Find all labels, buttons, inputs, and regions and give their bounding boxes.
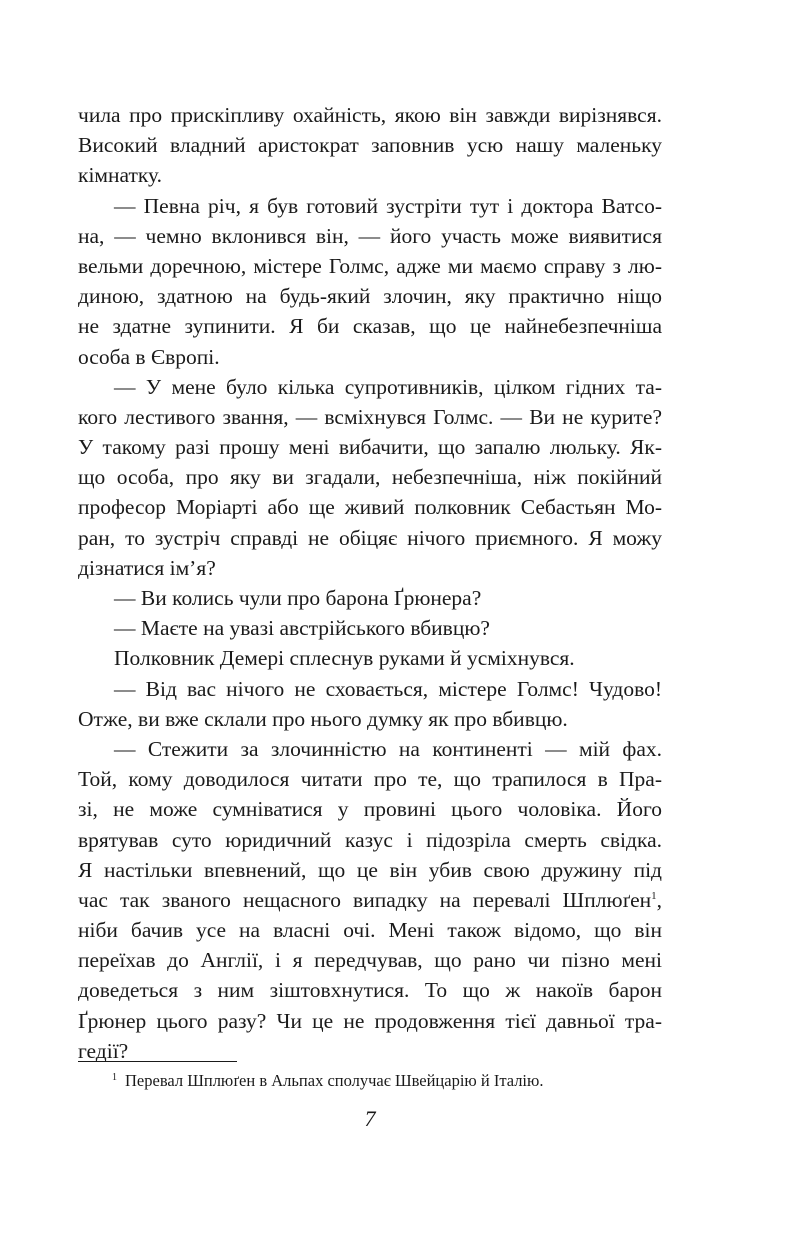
text-line: чила про прискіпливу охайність, якою він завжди вирізнявся. [78,103,662,127]
text-line: — Ви колись чули про барона Ґрюнера? [114,586,482,610]
text-line-tail: , [656,887,662,912]
text-line-with-footnote-ref [78,885,662,915]
text-line: кого лестивого звання, — всміхнувся Голмс. — Ви не курите? [78,404,662,429]
page-number: 7 [364,1106,376,1131]
text-line: дізнатися ім’я? [78,555,216,580]
footnote-divider [78,1061,237,1062]
text-line: — Маєте на увазі австрійського вбивцю? [114,616,490,641]
footnote-number: 1 [112,1071,117,1083]
text-line: переїхав до Англії, і я передчував, що рано чи пізно мені [78,948,662,973]
text-line: не здатне зупинити. Я би сказав, що це найнебезпечніша [78,314,662,339]
text-line: Я настільки впевнений, що це він убив свою дружину під [78,857,662,882]
text-line: Полковник Демері сплеснув руками й усміхнувся. [114,646,575,671]
footnote [112,1070,543,1092]
text-line: зі, не може сумніватися у провині цього чоловіка. Його [78,797,662,822]
text-line: вельми доречною, містере Голмс, адже ми маємо справу з лю- [78,253,662,278]
text-line: на, — чемно вклонився він, — його участь може виявитися [78,223,662,248]
footnote-text: Перевал Шплюґен в Альпах сполучає Швейцарію й Італію. [125,1071,544,1090]
text-line: — Певна річ, я був готовий зустріти тут і доктора Ватсо- [114,193,662,218]
text-line-body: час так званого нещасного випадку на перевалі Шплюґен [78,887,652,912]
text-line: У такому разі прошу мені вибачити, що запалю люльку. Як- [78,435,662,460]
text-line: ран, то зустріч справді не обіцяє нічого приємного. Я можу [78,525,662,550]
text-line: гедії? [78,1038,129,1063]
text-line: професор Моріарті або ще живий полковник Себастьян Мо- [78,495,662,520]
text-line: — Від вас нічого не сховається, містере Голмс! Чудово! [114,676,662,701]
text-line: особа в Європі. [78,344,220,369]
text-line: Той, кому доводилося читати про те, що трапилося в Пра- [78,767,662,792]
text-line: врятував суто юридичний казус і підозріла смерть свідка. [78,827,662,852]
text-line: що особа, про яку ви згадали, небезпечніша, ніж покійний [78,465,662,490]
text-line: Ґрюнер цього разу? Чи це не продовження тієї давньої тра- [78,1008,662,1033]
text-line: диною, здатною на будь-який злочин, яку практично ніщо [78,284,662,309]
text-line: доведеться з ним зіштовхнутися. То що ж накоїв барон [78,978,662,1003]
body-text [78,100,662,1066]
text-line: — Стежити за злочинністю на континенті — мій фах. [114,736,662,761]
text-line: Отже, ви вже склали про нього думку як про вбивцю. [78,706,568,731]
text-line: Високий владний аристократ заповнив усю нашу маленьку [78,133,662,158]
footnote-reference: 1 [651,889,657,902]
text-line: — У мене було кілька супротивників, цілком гідних та- [114,374,662,399]
text-line: кімнатку. [78,163,163,188]
text-line: ніби бачив усе на власні очі. Мені також відомо, що він [78,918,662,943]
